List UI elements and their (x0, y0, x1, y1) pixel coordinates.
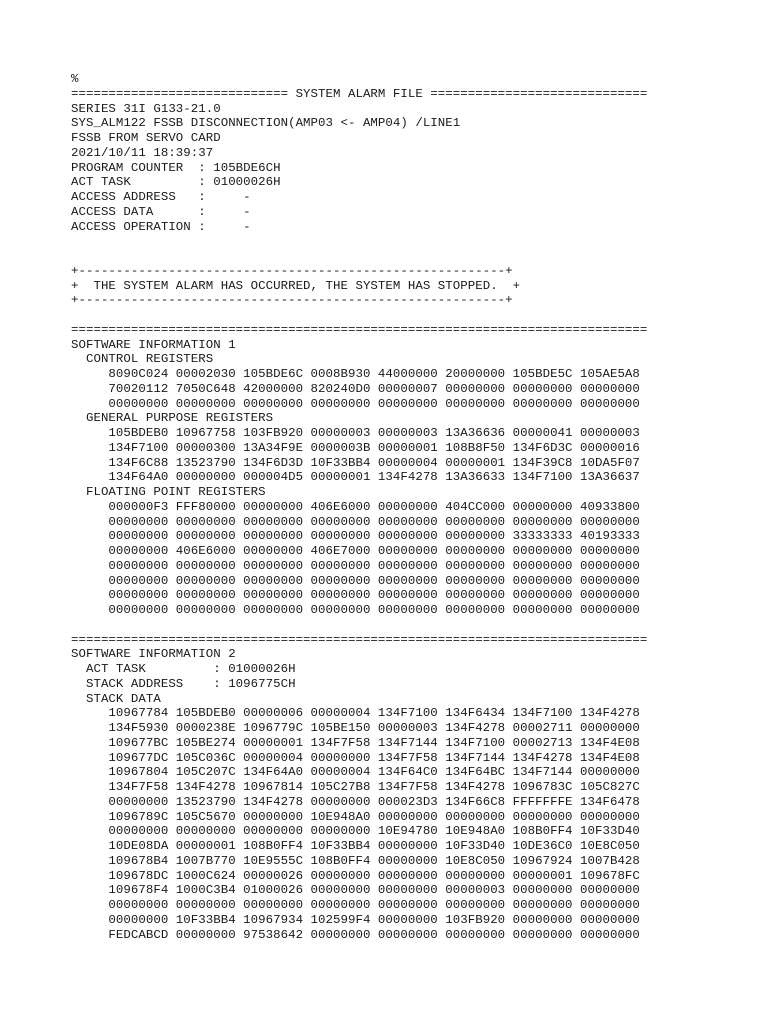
document-line: GENERAL PURPOSE REGISTERS (71, 411, 274, 426)
document-line: 00000000 00000000 00000000 00000000 00000000 00000000 00000000 00000000 (71, 396, 640, 411)
document-line: 00000000 00000000 00000000 00000000 00000000 00000000 00000000 00000000 (71, 558, 640, 573)
document-line: 8090C024 00002030 105BDE6C 0008B930 44000000 20000000 105BDE5C 105AE5A8 (71, 367, 640, 381)
document-line: 00000000 00000000 00000000 00000000 00000000 00000000 00000000 00000000 (71, 603, 640, 617)
document-line: PROGRAM COUNTER : 105BDE6CH (71, 160, 281, 175)
document-line: 134F7F58 134F4278 10967814 105C27B8 134F7F58 134F4278 1096783C 105C827C (71, 780, 640, 794)
document-line: 10967784 105BDEB0 00000006 00000004 134F7100 134F6434 134F7100 134F4278 (71, 706, 640, 721)
document-line: 00000000 00000000 00000000 00000000 00000000 00000000 33333333 40193333 (71, 529, 640, 544)
document-line: 000000F3 FFF80000 00000000 406E6000 00000000 404CC000 00000000 40933800 (71, 499, 640, 514)
document-line: ACCESS OPERATION : - (71, 219, 251, 234)
document-line: SOFTWARE INFORMATION 2 (71, 647, 236, 662)
document-line: FSSB FROM SERVO CARD (71, 131, 221, 145)
document-line (71, 249, 761, 264)
document-line: 00000000 00000000 00000000 00000000 00000000 00000000 00000000 00000000 (71, 898, 640, 912)
document-line: 10967804 105C207C 134F64A0 00000004 134F64C0 134F64BC 134F7144 00000000 (71, 765, 640, 780)
document-line: STACK ADDRESS : 1096775CH (71, 676, 296, 691)
document-line: + THE SYSTEM ALARM HAS OCCURRED, THE SYSTEM HAS STOPPED. + (71, 278, 521, 293)
document-line: 00000000 10F33BB4 10967934 102599F4 00000000 103FB920 00000000 00000000 (71, 912, 640, 927)
document-line: ============================= SYSTEM ALARM FILE ============================= (71, 86, 648, 101)
document-line: 00000000 00000000 00000000 00000000 00000000 00000000 00000000 00000000 (71, 573, 640, 588)
document-line: SERIES 31I G133-21.0 (71, 101, 221, 116)
document-line (71, 308, 761, 323)
document-line: +---------------------------------------------------------+ (71, 293, 513, 308)
document-line: 1096789C 105C5670 00000000 10E948A0 00000000 00000000 00000000 00000000 (71, 809, 640, 824)
document-line: 134F64A0 00000000 000004D5 00000001 134F4278 13A36633 134F7100 13A36637 (71, 470, 640, 485)
document-line: 70020112 7050C648 42000000 820240D0 00000007 00000000 00000000 00000000 (71, 381, 640, 396)
document-line: 134F7100 00000300 13A34F9E 0000003B 00000001 108B8F50 134F6D3C 00000016 (71, 440, 640, 455)
document-line: 109677DC 105C036C 00000004 00000000 134F7F58 134F7144 134F4278 134F4E08 (71, 750, 640, 765)
document-line: 134F5930 0000238E 1096779C 105BE150 00000003 134F4278 00002711 00000000 (71, 721, 640, 735)
document-line: 105BDEB0 10967758 103FB920 00000003 00000003 13A36636 00000041 00000003 (71, 426, 640, 440)
document-line: SOFTWARE INFORMATION 1 (71, 337, 236, 352)
document-line: ACT TASK : 01000026H (71, 175, 281, 190)
document-line: 00000000 00000000 00000000 00000000 00000000 00000000 00000000 00000000 (71, 514, 640, 529)
document-line: 00000000 13523790 134F4278 00000000 000023D3 134F66C8 FFFFFFFE 134F6478 (71, 794, 640, 809)
document-line: % (71, 72, 79, 86)
document-line (71, 618, 761, 633)
document-line: 109678DC 1000C624 00000026 00000000 00000000 00000000 00000001 109678FC (71, 868, 640, 883)
document-line: +---------------------------------------------------------+ (71, 263, 513, 278)
document-line: ACCESS ADDRESS : - (71, 190, 251, 204)
document-line: FEDCABCD 00000000 97538642 00000000 00000000 00000000 00000000 00000000 (71, 927, 640, 942)
document-line: 109678F4 1000C3B4 01000026 00000000 00000000 00000003 00000000 00000000 (71, 883, 640, 898)
document-line: 00000000 406E6000 00000000 406E7000 00000000 00000000 00000000 00000000 (71, 544, 640, 558)
document-line: 134F6C88 13523790 134F6D3D 10F33BB4 00000004 00000001 134F39C8 10DA5F07 (71, 455, 640, 470)
document-line: ============================================================================= (71, 322, 648, 337)
document-line: ============================================================================= (71, 632, 648, 647)
document-line: SYS_ALM122 FSSB DISCONNECTION(AMP03 <- AMP04) /LINE1 (71, 116, 461, 131)
document-line: 109677BC 105BE274 00000001 134F7F58 134F7144 134F7100 00002713 134F4E08 (71, 735, 640, 750)
document-line: CONTROL REGISTERS (71, 352, 214, 367)
document-line: 10DE08DA 00000001 108B0FF4 10F33BB4 00000000 10F33D40 10DE36C0 10E8C050 (71, 839, 640, 853)
document-line: 00000000 00000000 00000000 00000000 00000000 00000000 00000000 00000000 (71, 588, 640, 603)
alarm-file-document (71, 72, 761, 942)
document-line: 00000000 00000000 00000000 00000000 10E94780 10E948A0 108B0FF4 10F33D40 (71, 824, 640, 839)
document-line: 109678B4 1007B770 10E9555C 108B0FF4 00000000 10E8C050 10967924 1007B428 (71, 853, 640, 868)
document-line: STACK DATA (71, 691, 161, 706)
document-line: FLOATING POINT REGISTERS (71, 485, 266, 499)
document-line: ACT TASK : 01000026H (71, 662, 296, 676)
document-line (71, 234, 761, 249)
document-line: 2021/10/11 18:39:37 (71, 145, 214, 160)
document-line: ACCESS DATA : - (71, 204, 251, 219)
